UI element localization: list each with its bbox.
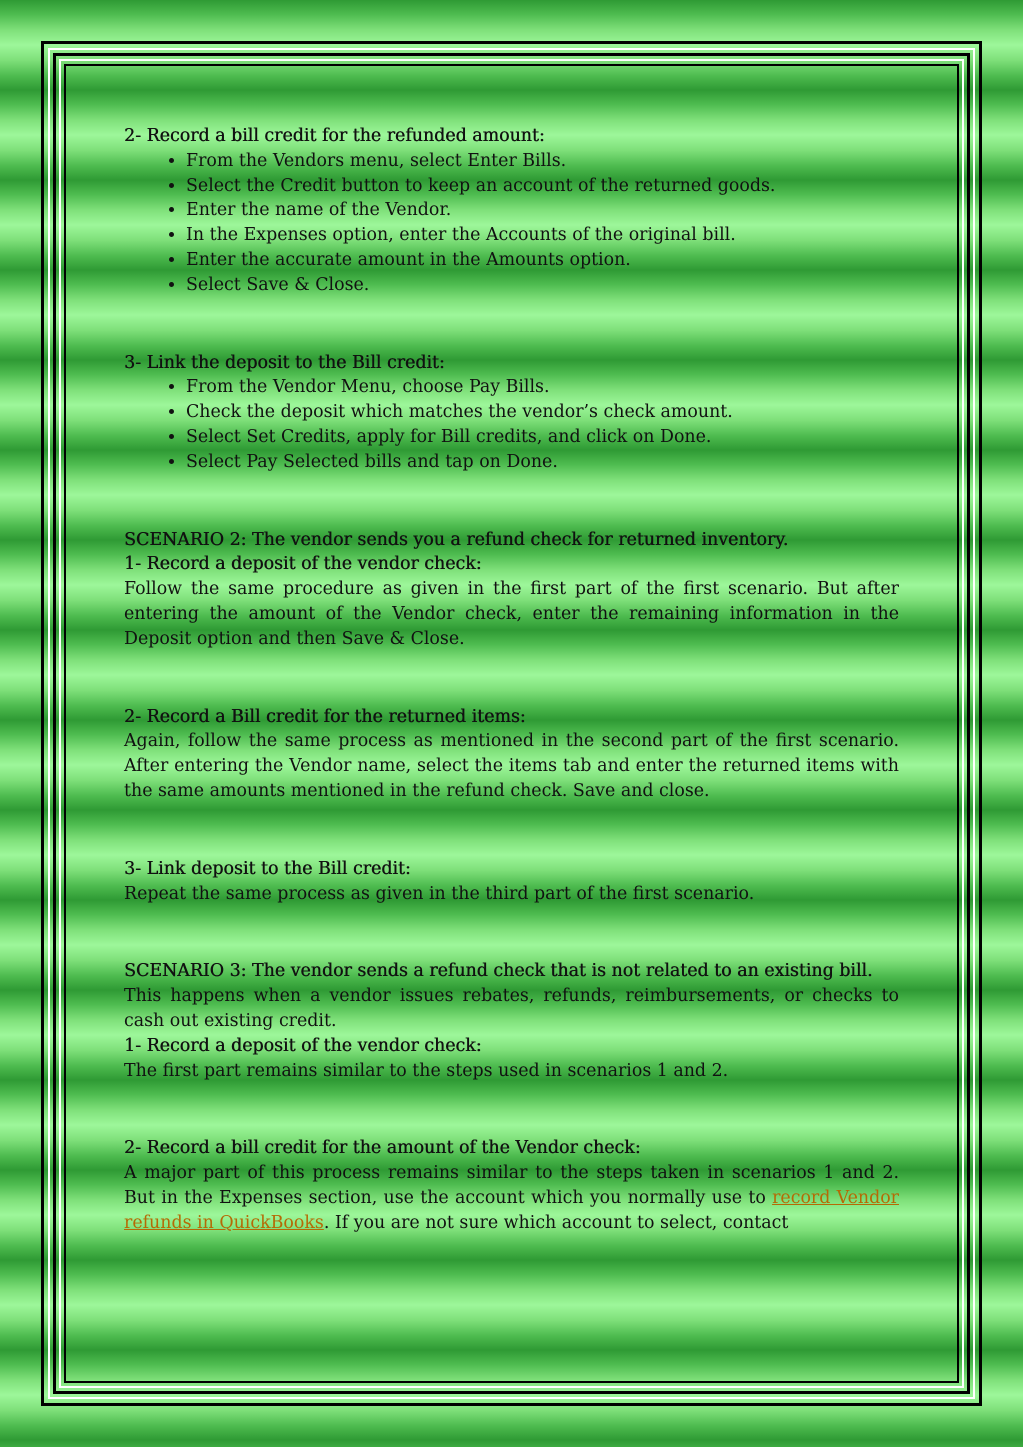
- steps-list: [124, 149, 899, 298]
- scenario-title: SCENARIO 2: The vendor sends you a refund check for returned inventory.: [124, 529, 789, 550]
- list-item: • Check the deposit which matches the vendor’s check amount.: [186, 400, 899, 425]
- paragraph: This happens when a vendor issues rebates, refunds, reimbursements, or checks to cash out existing credit.: [124, 986, 899, 1031]
- steps-list: [124, 375, 899, 474]
- list-item: • Select Pay Selected bills and tap on Done.: [186, 450, 899, 475]
- paragraph: The first part remains similar to the steps used in scenarios 1 and 2.: [124, 1060, 729, 1081]
- list-item: • In the Expenses option, enter the Accounts of the original bill.: [186, 223, 899, 248]
- section-scenario-2: [124, 528, 899, 652]
- section-heading: 1- Record a deposit of the vendor check:: [124, 1035, 482, 1056]
- section-heading: 2- Record a Bill credit for the returned items:: [124, 706, 526, 727]
- section-bill-credit-returned-items: [124, 705, 899, 804]
- list-item: • From the Vendors menu, select Enter Bills.: [186, 149, 899, 174]
- list-item: • Enter the accurate amount in the Amounts option.: [186, 248, 899, 273]
- section-heading: 3- Link deposit to the Bill credit:: [124, 858, 411, 879]
- section-heading: 2- Record a bill credit for the amount of the Vendor check:: [124, 1138, 641, 1159]
- section-link-deposit-2: [124, 857, 899, 907]
- list-item: • Select Save & Close.: [186, 273, 899, 298]
- scenario-title: SCENARIO 3: The vendor sends a refund check that is not related to an existing bill.: [124, 961, 873, 982]
- paragraph: Again, follow the same process as mentioned in the second part of the first scenario. After entering the Vendor name, select the items tab and enter the returned items with the same amounts mentioned in the refund check. Save and close.: [124, 731, 899, 801]
- paragraph-text: A major part of this process remains similar to the steps taken in scenarios 1 and 2. But in the Expenses section, use the account which you normally use to: [124, 1163, 899, 1208]
- paragraph: Repeat the same process as given in the third part of the first scenario.: [124, 883, 755, 904]
- document-content: [124, 124, 899, 1236]
- section-bill-credit-vendor-check: [124, 1136, 899, 1235]
- section-heading: 3- Link the deposit to the Bill credit:: [124, 352, 445, 373]
- paragraph: [124, 1161, 899, 1235]
- quickbooks-refund-link[interactable]: record Vendor refunds in QuickBooks: [124, 1187, 899, 1233]
- section-scenario-3: [124, 959, 899, 1083]
- list-item: • Enter the name of the Vendor.: [186, 198, 899, 223]
- list-item: • From the Vendor Menu, choose Pay Bills.: [186, 375, 899, 400]
- section-link-deposit: [124, 351, 899, 475]
- paragraph-text: . If you are not sure which account to select, contact: [323, 1212, 789, 1233]
- section-heading: 2- Record a bill credit for the refunded amount:: [124, 126, 545, 146]
- section-record-bill-credit: [124, 124, 899, 298]
- section-heading: 1- Record a deposit of the vendor check:: [124, 554, 482, 575]
- list-item: • Select Set Credits, apply for Bill credits, and click on Done.: [186, 425, 899, 450]
- list-item: • Select the Credit button to keep an account of the returned goods.: [186, 174, 899, 199]
- paragraph: Follow the same procedure as given in the first part of the first scenario. But after entering the amount of the Vendor check, enter the remaining information in the Deposit option and then Save & Close.: [124, 579, 899, 649]
